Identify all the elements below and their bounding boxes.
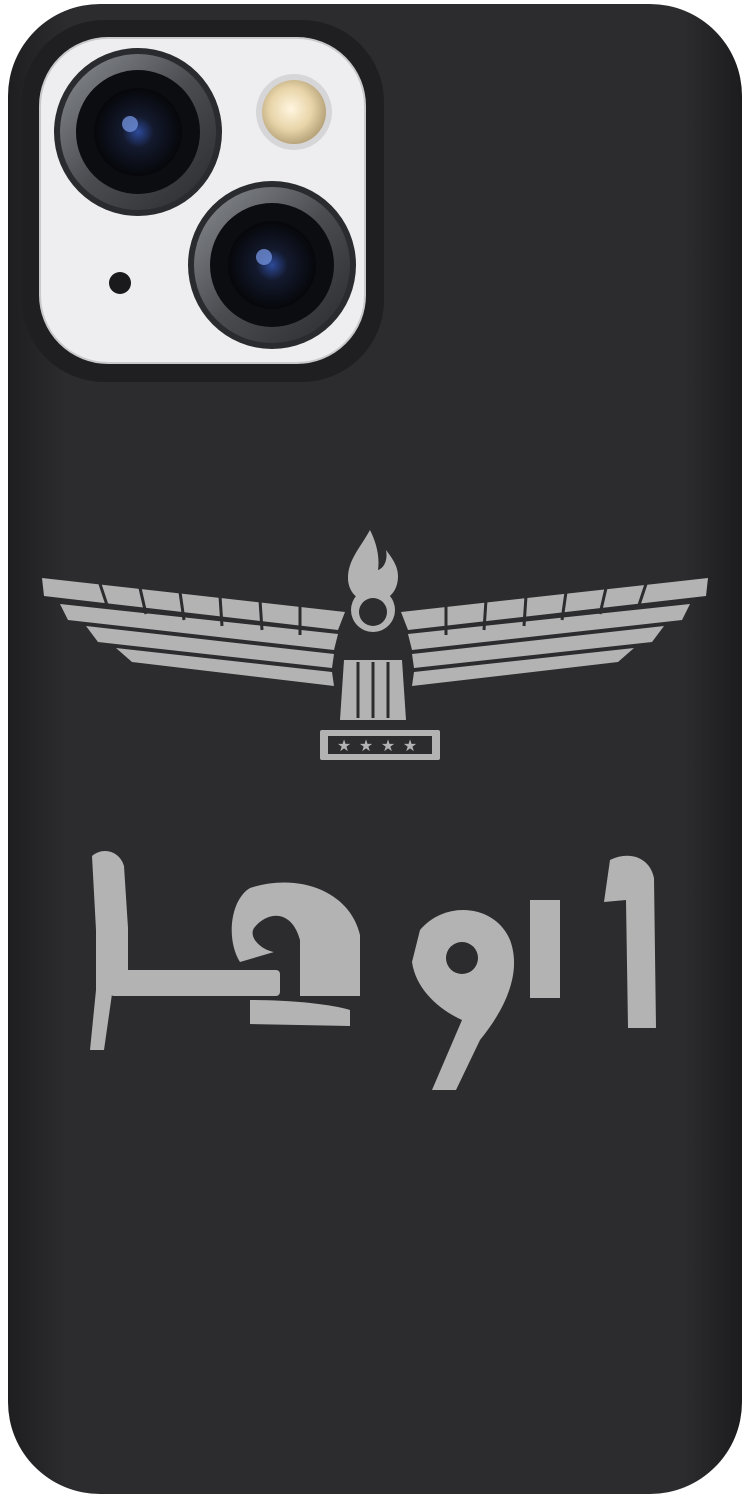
star-icon: ★ xyxy=(402,736,418,755)
star-icon: ★ xyxy=(380,736,396,755)
microphone-icon xyxy=(109,272,131,294)
star-icon: ★ xyxy=(358,736,374,755)
lens-icon xyxy=(188,181,356,349)
flash-icon xyxy=(256,74,332,150)
star-icon: ★ xyxy=(336,736,352,755)
lens-icon xyxy=(54,48,222,216)
